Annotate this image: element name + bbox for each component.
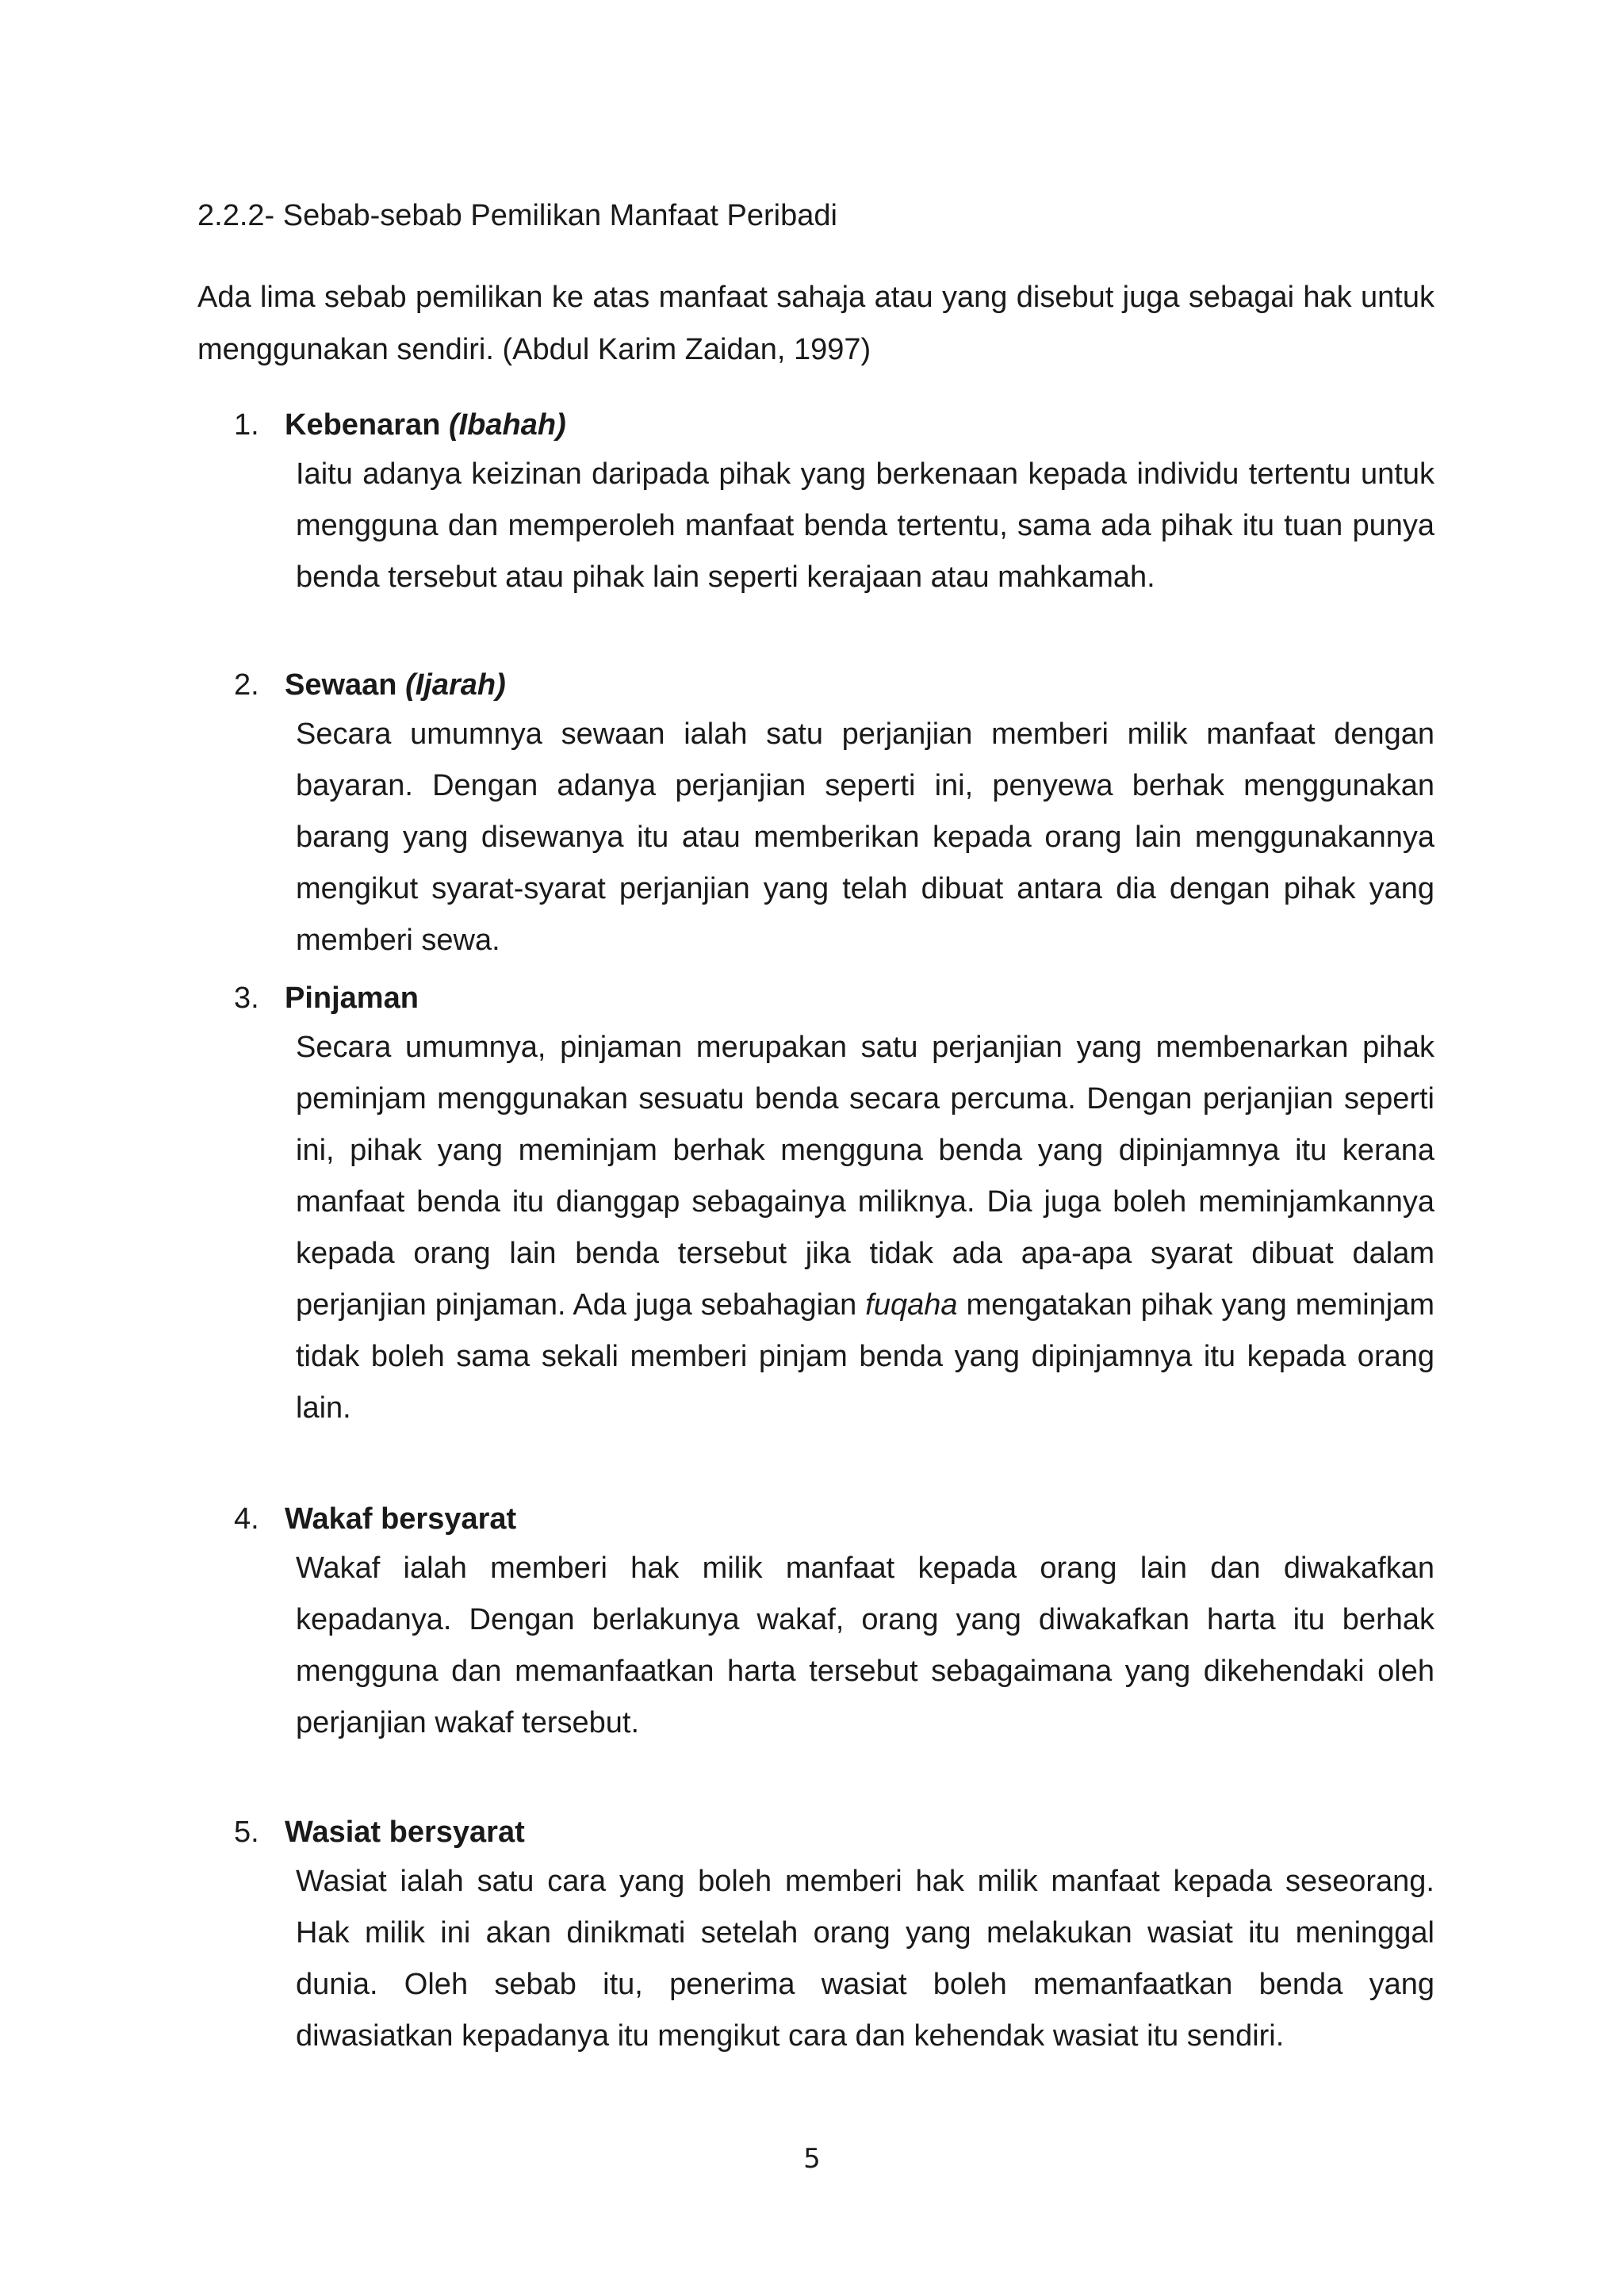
list-item-number: 3.	[234, 982, 259, 1015]
list-item-number: 2.	[234, 668, 259, 702]
italic-term: fuqaha	[865, 1288, 958, 1322]
intro-paragraph: Ada lima sebab pemilikan ke atas manfaat sahaja atau yang disebut juga sebagai hak untuk menggunakan sendiri. (Abdul Karim Zaidan, 1997)	[197, 281, 1434, 366]
list-item-title-text: Sewaan	[285, 668, 406, 702]
list-item-body: Wakaf ialah memberi hak milik manfaat kepada orang lain dan diwakafkan kepadanya. Dengan berlakunya wakaf, orang yang diwakafkan harta itu berhak mengguna dan memanfaatkan harta tersebut sebagaimana yang dikehendaki oleh perjanjian wakaf tersebut.	[296, 1552, 1434, 1739]
list-item-body	[296, 1022, 1434, 1434]
list-item-title: Wasiat bersyarat	[285, 1816, 525, 1849]
list-item-header	[197, 664, 1434, 706]
list-item-number: 1.	[234, 408, 259, 442]
list-item	[197, 1498, 1434, 1749]
list-item-number: 4.	[234, 1502, 259, 1536]
list-item-header	[197, 978, 1434, 1019]
list-item-title	[285, 664, 506, 706]
list-item	[197, 664, 1434, 966]
list-item-title: Wakaf bersyarat	[285, 1502, 517, 1536]
section-heading: 2.2.2- Sebab-sebab Pemilikan Manfaat Peribadi	[197, 199, 837, 232]
list-item-title	[285, 404, 566, 446]
list-item-body: Iaitu adanya keizinan daripada pihak yang berkenaan kepada individu tertentu untuk mengguna dan memperoleh manfaat benda tertentu, sama ada pihak itu tuan punya benda tersebut atau pihak lain seperti kerajaan atau mahkamah.	[296, 457, 1434, 594]
list-item	[197, 404, 1434, 603]
list-item	[197, 1812, 1434, 2062]
body-text-continued: mengatakan pihak yang meminjam tidak boleh sama sekali memberi pinjam benda yang dipinjamnya itu kepada orang lain.	[296, 1288, 1435, 1425]
list-item-subtitle: (Ijarah)	[405, 668, 506, 702]
page-number: 5	[803, 2143, 821, 2175]
list-item	[197, 978, 1434, 1434]
list-item-body: Secara umumnya sewaan ialah satu perjanjian memberi milik manfaat dengan bayaran. Dengan adanya perjanjian seperti ini, penyewa berhak menggunakan barang yang disewanya itu atau memberikan kepada orang lain menggunakannya mengikut syarat-syarat perjanjian yang telah dibuat antara dia dengan pihak yang memberi sewa.	[296, 718, 1434, 957]
list-item-title-text: Kebenaran	[285, 408, 449, 442]
list-item-header	[197, 1812, 1434, 1853]
list-item-title: Pinjaman	[285, 982, 419, 1015]
list-item-header	[197, 404, 1434, 446]
list-item-subtitle: (Ibahah)	[448, 408, 566, 442]
list-item-number: 5.	[234, 1816, 259, 1849]
body-text: Secara umumnya, pinjaman merupakan satu perjanjian yang membenarkan pihak peminjam menggunakan sesuatu benda secara percuma. Dengan perjanjian seperti ini, pihak yang meminjam berhak mengguna benda yang dipinjamnya itu kerana manfaat benda itu dianggap sebagainya miliknya. Dia juga boleh meminjamkannya kepada orang lain benda tersebut jika tidak ada apa-apa syarat dibuat dalam perjanjian pinjaman. Ada juga sebahagian	[296, 1031, 1434, 1322]
list-item-header	[197, 1498, 1434, 1540]
list-item-body: Wasiat ialah satu cara yang boleh memberi hak milik manfaat kepada seseorang. Hak milik ini akan dinikmati setelah orang yang melakukan wasiat itu meninggal dunia. Oleh sebab itu, penerima wasiat boleh memanfaatkan benda yang diwasiatkan kepadanya itu mengikut cara dan kehendak wasiat itu sendiri.	[296, 1865, 1434, 2053]
